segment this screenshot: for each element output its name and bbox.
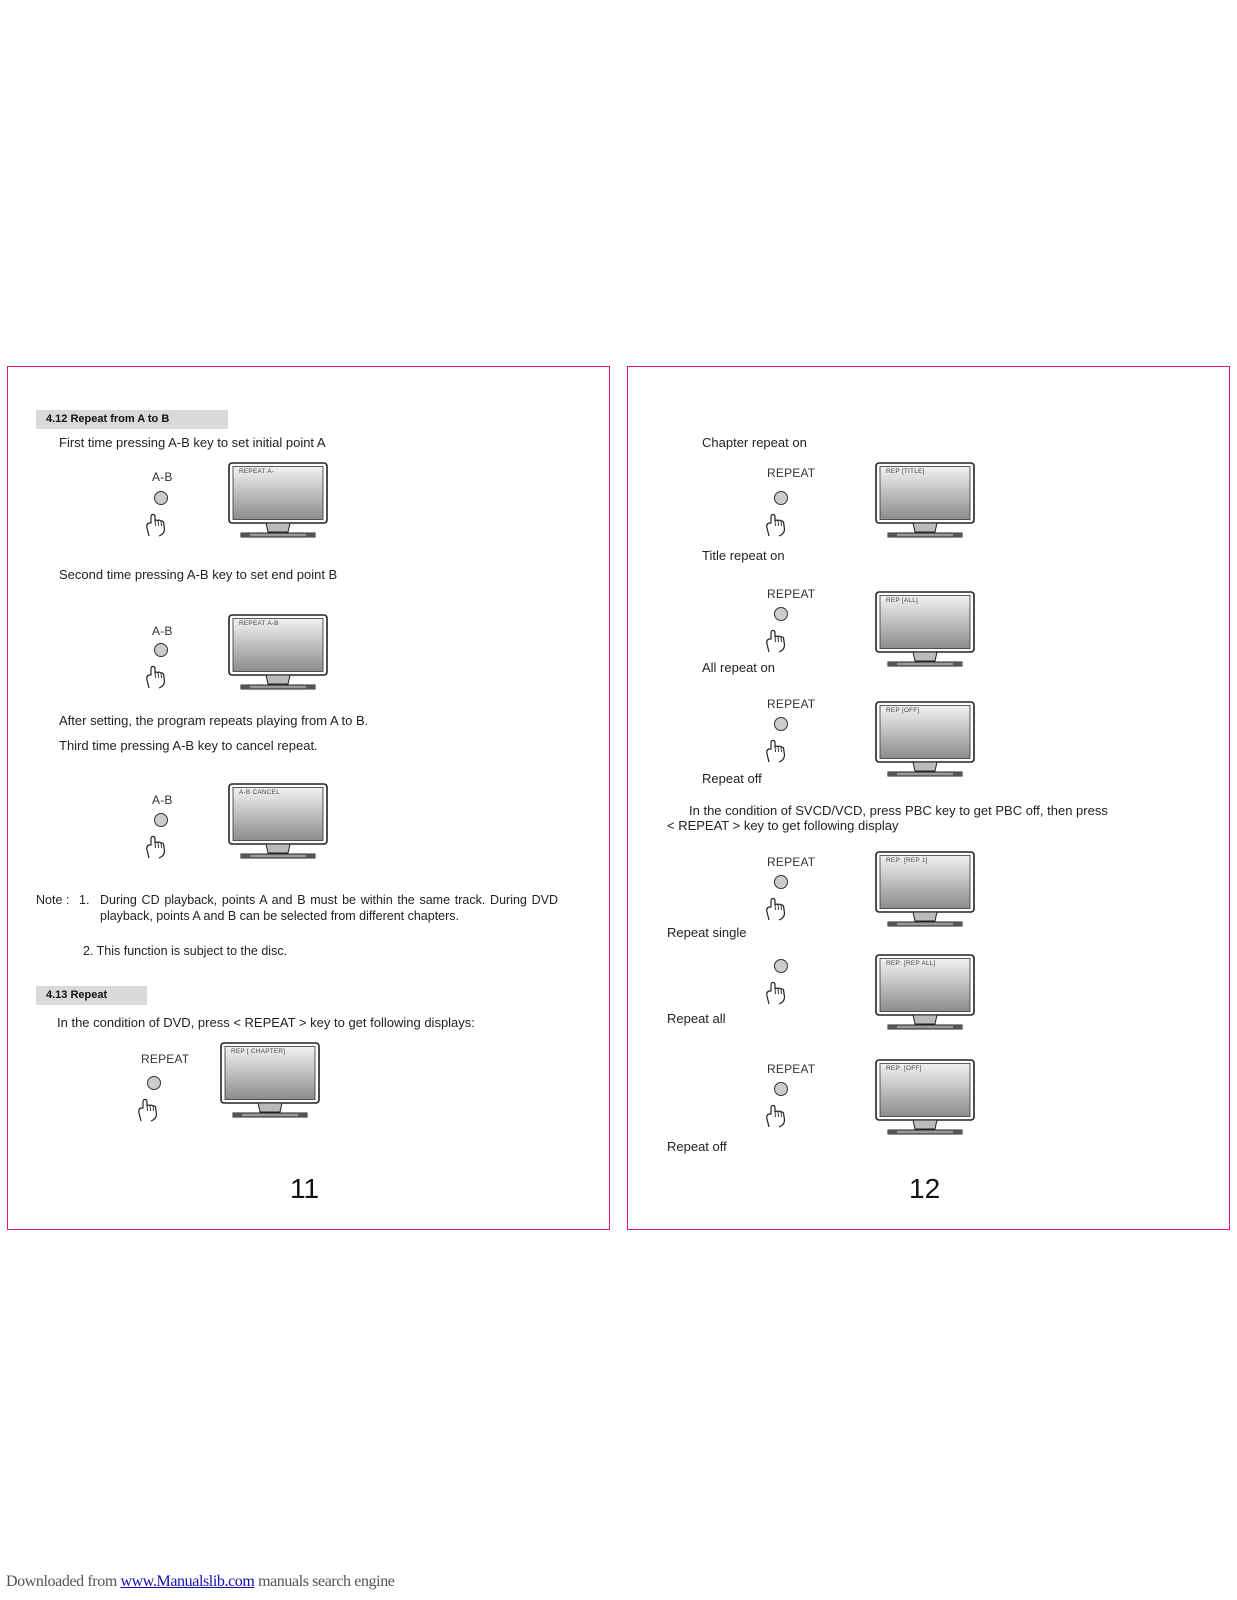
screen-osd-text: REP [ALL] (886, 597, 919, 604)
caption-all-repeat-on: All repeat on (702, 660, 775, 675)
note-item-2: 2. This function is subject to the disc. (83, 944, 288, 958)
key-label-ab: A-B (152, 624, 173, 638)
pressing-hand-icon (765, 1102, 787, 1128)
pressing-hand-icon (765, 511, 787, 537)
section-header-4-12: 4.12 Repeat from A to B (36, 410, 228, 429)
caption-repeat-off: Repeat off (702, 771, 762, 786)
round-key-icon (154, 643, 168, 657)
tv-monitor-icon (875, 462, 975, 540)
screen-osd-text: A-B CANCEL (239, 789, 281, 796)
screen-osd-text: REP: [REP ALL] (886, 960, 936, 967)
key-label-ab: A-B (152, 470, 173, 484)
screen-osd-text: REP: [OFF] (886, 1065, 922, 1072)
caption-repeat-all: Repeat all (667, 1011, 726, 1026)
note-item-1-text: During CD playback, points A and B must be within the same track. During DVD playback, points A and B can be selected from different chapters. (100, 893, 558, 923)
note-label: Note : (36, 893, 70, 907)
screen-osd-text: REP [OFF] (886, 707, 920, 714)
screen-osd-text: REPEAT A- (239, 468, 275, 475)
screen-osd-text: REP [ CHAPTER] (231, 1048, 286, 1055)
instruction-dvd-repeat: In the condition of DVD, press < REPEAT > key to get following displays: (57, 1015, 475, 1030)
caption-chapter-repeat-on: Chapter repeat on (702, 435, 807, 450)
key-label-repeat: REPEAT (767, 855, 816, 869)
left-page (7, 366, 610, 1230)
screen-osd-text: REP: [REP 1] (886, 857, 928, 864)
caption-repeat-off-2: Repeat off (667, 1139, 727, 1154)
footer-suffix: manuals search engine (258, 1573, 395, 1590)
round-key-icon (147, 1076, 161, 1090)
key-label-repeat: REPEAT (767, 1062, 816, 1076)
round-key-icon (154, 813, 168, 827)
tv-monitor-icon (875, 1059, 975, 1137)
pressing-hand-icon (765, 627, 787, 653)
tv-monitor-icon (228, 783, 328, 861)
tv-monitor-icon (875, 954, 975, 1032)
right-page (627, 366, 1230, 1230)
pressing-hand-icon (765, 979, 787, 1005)
round-key-icon (774, 1082, 788, 1096)
key-label-repeat: REPEAT (141, 1052, 190, 1066)
round-key-icon (774, 959, 788, 973)
instruction-second-press: Second time pressing A-B key to set end point B (59, 567, 338, 582)
section-header-4-13: 4.13 Repeat (36, 986, 147, 1005)
round-key-icon (774, 875, 788, 889)
screen-osd-text: REPEAT A-B (239, 620, 279, 627)
tv-monitor-icon (875, 701, 975, 779)
caption-repeat-single: Repeat single (667, 925, 747, 940)
screen-osd-text: REP [TITLE] (886, 468, 925, 475)
tv-monitor-icon (228, 614, 328, 692)
note-item-1-number: 1. (79, 893, 90, 907)
pressing-hand-icon (145, 663, 167, 689)
round-key-icon (154, 491, 168, 505)
pressing-hand-icon (765, 895, 787, 921)
round-key-icon (774, 491, 788, 505)
caption-title-repeat-on: Title repeat on (702, 548, 785, 563)
manualslib-link[interactable]: www.Manualslib.com (120, 1573, 255, 1590)
footer-prefix: Downloaded from (6, 1573, 117, 1590)
download-footer (6, 1573, 395, 1591)
tv-monitor-icon (220, 1042, 320, 1120)
round-key-icon (774, 607, 788, 621)
instruction-svcd-line-2: < REPEAT > key to get following display (667, 818, 899, 833)
round-key-icon (774, 717, 788, 731)
tv-monitor-icon (875, 851, 975, 929)
key-label-repeat: REPEAT (767, 587, 816, 601)
key-label-repeat: REPEAT (767, 466, 816, 480)
instruction-first-press: First time pressing A-B key to set initial point A (59, 435, 326, 450)
instruction-third-press: Third time pressing A-B key to cancel repeat. (59, 738, 318, 753)
pressing-hand-icon (765, 737, 787, 763)
key-label-ab: A-B (152, 793, 173, 807)
page-number: 12 (909, 1173, 941, 1204)
instruction-svcd-line-1: In the condition of SVCD/VCD, press PBC key to get PBC off, then press (689, 803, 1108, 818)
pressing-hand-icon (145, 511, 167, 537)
pressing-hand-icon (145, 833, 167, 859)
key-label-repeat: REPEAT (767, 697, 816, 711)
tv-monitor-icon (228, 462, 328, 540)
tv-monitor-icon (875, 591, 975, 669)
page-number: 11 (290, 1173, 320, 1204)
instruction-after-setting: After setting, the program repeats playing from A to B. (59, 713, 369, 728)
pressing-hand-icon (137, 1096, 159, 1122)
